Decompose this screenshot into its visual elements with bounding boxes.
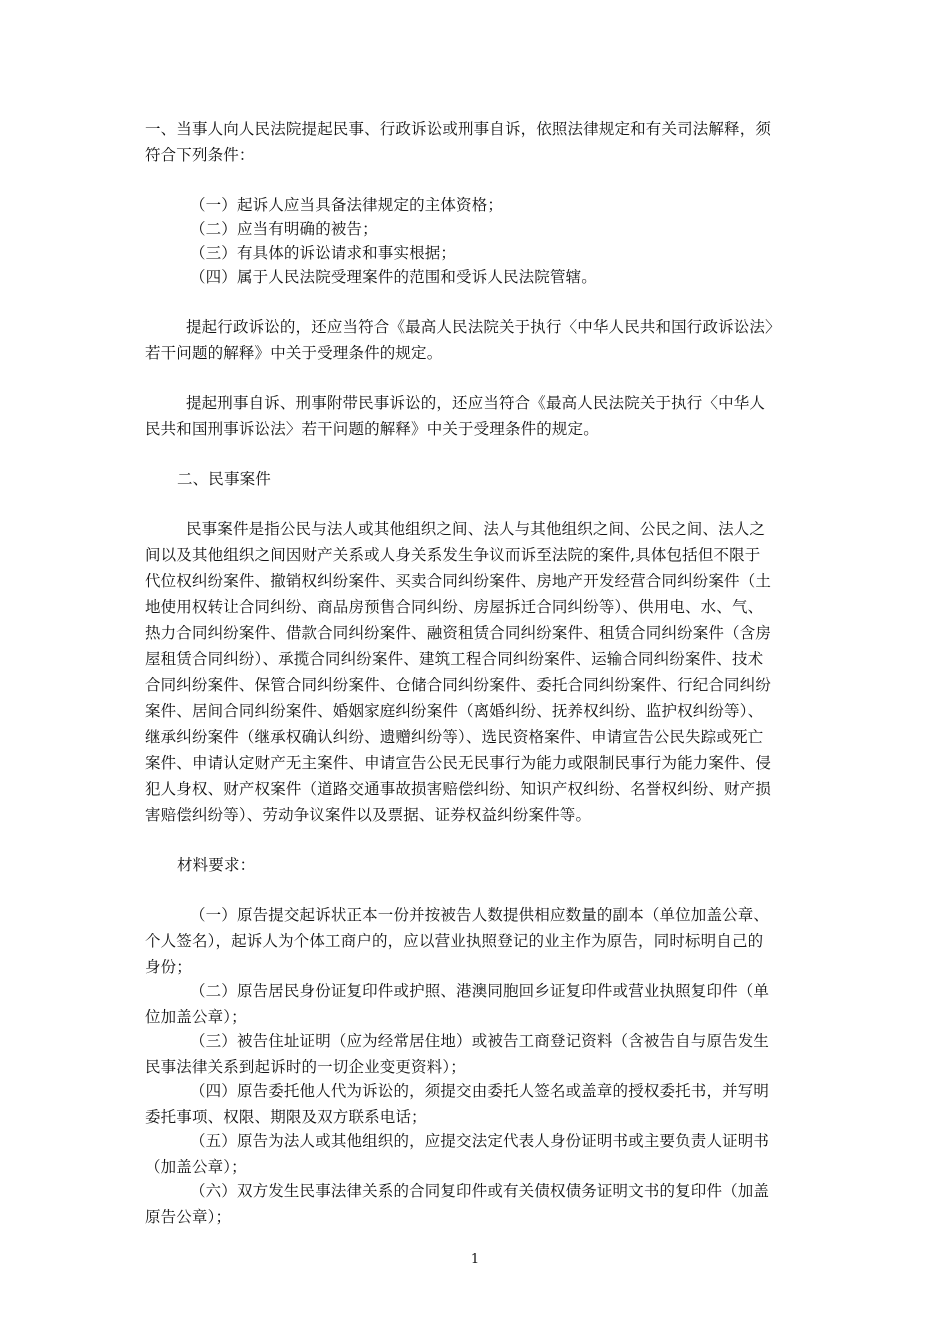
section1-intro-line-2: 符合下列条件：	[145, 146, 255, 164]
section1-intro-line-1: 一、当事人向人民法院提起民事、行政诉讼或刑事自诉，依照法律规定和有关司法解释，须	[145, 120, 772, 138]
condition-item-1: （一）起诉人应当具备法律规定的主体资格；	[190, 196, 504, 214]
criminal-paragraph-line-1: 提起刑事自诉、刑事附带民事诉讼的，还应当符合《最高人民法院关于执行〈中华人	[186, 394, 766, 412]
description-line: 案件、居间合同纠纷案件、婚姻家庭纠纷案件（离婚纠纷、抚养权纠纷、监护权纠纷等）、	[145, 702, 764, 720]
page-number: 1	[470, 1252, 480, 1267]
description-line: 合同纠纷案件、保管合同纠纷案件、仓储合同纠纷案件、委托合同纠纷案件、行纪合同纠纷	[145, 676, 772, 694]
material-item-3-line: 民事法律关系到起诉时的一切企业变更资料）；	[145, 1058, 466, 1076]
description-line: 犯人身权、财产权案件（道路交通事故损害赔偿纠纷、知识产权纠纷、名誉权纠纷、财产损	[145, 780, 772, 798]
material-item-2-line: 位加盖公章）；	[145, 1008, 247, 1026]
admin-paragraph-line-1: 提起行政诉讼的，还应当符合《最高人民法院关于执行〈中华人民共和国行政诉讼法〉	[186, 318, 781, 336]
condition-item-2: （二）应当有明确的被告；	[190, 220, 378, 238]
description-line: 继承纠纷案件（继承权确认纠纷、遗赠纠纷等）、选民资格案件、申请宣告公民失踪或死亡	[145, 728, 764, 746]
material-item-3-line: （三）被告住址证明（应为经常居住地）或被告工商登记资料（含被告自与原告发生	[190, 1032, 770, 1050]
description-line: 热力合同纠纷案件、借款合同纠纷案件、融资租赁合同纠纷案件、租赁合同纠纷案件（含房	[145, 624, 772, 642]
material-item-6-line: 原告公章）；	[145, 1208, 232, 1226]
material-item-1-line: （一）原告提交起诉状正本一份并按被告人数提供相应数量的副本（单位加盖公章、	[190, 906, 770, 924]
material-item-4-line: 委托事项、权限、期限及双方联系电话；	[145, 1108, 427, 1126]
material-item-1-line: 身份；	[145, 958, 192, 976]
description-line: 害赔偿纠纷等）、劳动争议案件以及票据、证券权益纠纷案件等。	[145, 806, 592, 824]
material-item-4-line: （四）原告委托他人代为诉讼的，须提交由委托人签名或盖章的授权委托书，并写明	[190, 1082, 770, 1100]
description-line: 屋租赁合同纠纷）、承揽合同纠纷案件、建筑工程合同纠纷案件、运输合同纠纷案件、技术	[145, 650, 764, 668]
material-item-5-line: （五）原告为法人或其他组织的，应提交法定代表人身份证明书或主要负责人证明书	[190, 1132, 770, 1150]
material-item-1-line: 个人签名），起诉人为个体工商户的，应以营业执照登记的业主作为原告，同时标明自己的	[145, 932, 764, 950]
section2-heading: 二、民事案件	[177, 470, 271, 488]
material-item-5-line: （加盖公章）；	[145, 1158, 247, 1176]
description-line: 民事案件是指公民与法人或其他组织之间、法人与其他组织之间、公民之间、法人之	[186, 520, 766, 538]
materials-heading: 材料要求：	[177, 856, 256, 874]
description-line: 代位权纠纷案件、撤销权纠纷案件、买卖合同纠纷案件、房地产开发经营合同纠纷案件（土	[145, 572, 772, 590]
description-line: 间以及其他组织之间因财产关系或人身关系发生争议而诉至法院的案件,具体包括但不限于	[145, 546, 761, 564]
description-line: 地使用权转让合同纠纷、商品房预售合同纠纷、房屋拆迁合同纠纷等）、供用电、水、气、	[145, 598, 764, 616]
material-item-6-line: （六）双方发生民事法律关系的合同复印件或有关债权债务证明文书的复印件（加盖	[190, 1182, 770, 1200]
material-item-2-line: （二）原告居民身份证复印件或护照、港澳同胞回乡证复印件或营业执照复印件（单	[190, 982, 770, 1000]
condition-item-4: （四）属于人民法院受理案件的范围和受诉人民法院管辖。	[190, 268, 597, 286]
admin-paragraph-line-2: 若干问题的解释》中关于受理条件的规定。	[145, 344, 443, 362]
description-line: 案件、申请认定财产无主案件、申请宣告公民无民事行为能力或限制民事行为能力案件、侵	[145, 754, 772, 772]
condition-item-3: （三）有具体的诉讼请求和事实根据；	[190, 244, 457, 262]
criminal-paragraph-line-2: 民共和国刑事诉讼法〉若干问题的解释》中关于受理条件的规定。	[145, 420, 599, 438]
